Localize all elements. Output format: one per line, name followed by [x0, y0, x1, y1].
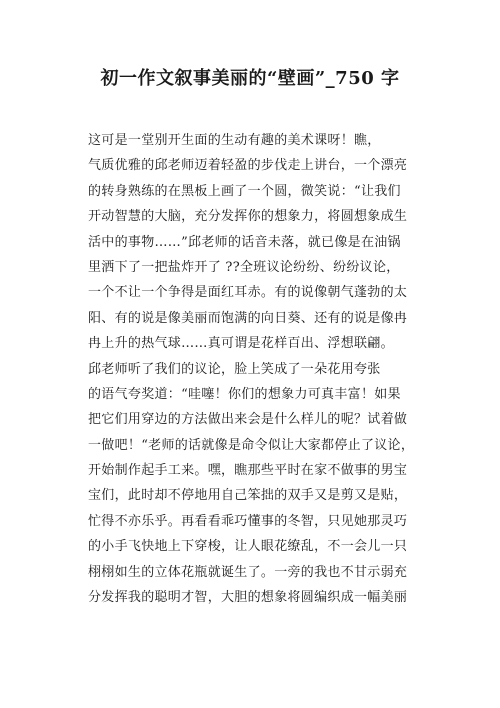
body-line: 把它们用穿边的方法做出来会是什么样儿的呢？试着做: [88, 412, 408, 428]
body-line: 开始制作起手工来。嘿，瞧那些平时在家不做事的男宝: [88, 463, 408, 479]
body-line: 忙得不亦乐乎。再看看乖巧懂事的冬智，只见她那灵巧: [88, 513, 408, 529]
body-line: 的转身熟练的在黑板上画了一个圆，微笑说：“让我们: [88, 183, 401, 199]
body-line: 活中的事物……”邱老师的话音未落，就已像是在油锅: [88, 234, 401, 250]
body-line: 阳、有的说是像美丽而饱满的向日葵、还有的说是像冉: [88, 310, 408, 326]
document-title: 初一作文叙事美丽的“壁画”_750 字: [100, 68, 400, 89]
body-line: 一个不让一个争得是面红耳赤。有的说像朝气蓬勃的太: [88, 285, 408, 301]
body-line: 的语气夸奖道：“哇噻！你们的想象力可真丰富！如果: [88, 386, 401, 402]
document-body: [88, 128, 420, 610]
body-line: 里洒下了一把盐炸开了 ??全班议论纷纷、纷纷议论，: [88, 259, 400, 275]
body-line: 分发挥我的聪明才智，大胆的想象将圆编织成一幅美丽: [88, 590, 408, 606]
body-line: 邱老师听了我们的议论，脸上笑成了一朵花用夸张: [88, 361, 381, 377]
body-line: 的小手飞快地上下穿梭，让人眼花缭乱，不一会儿一只: [88, 539, 408, 555]
body-line: 一做吧！“老师的话就像是命令似让大家都停止了议论，: [88, 437, 415, 453]
body-line: 开动智慧的大脑，充分发挥你的想象力，将圆想象成生: [88, 209, 408, 225]
body-line: 栩栩如生的立体花瓶就诞生了。一旁的我也不甘示弱充: [88, 564, 408, 580]
body-line: 气质优雅的邱老师迈着轻盈的步伐走上讲台，一个漂亮: [88, 158, 408, 174]
body-line: 冉上升的热气球……真可谓是花样百出、浮想联翩。: [88, 336, 394, 352]
body-line: 这可是一堂别开生面的生动有趣的美术课呀！瞧，: [88, 133, 381, 148]
body-line: 宝们，此时却不停地用自己笨拙的双手又是剪又是贴，: [88, 488, 408, 504]
